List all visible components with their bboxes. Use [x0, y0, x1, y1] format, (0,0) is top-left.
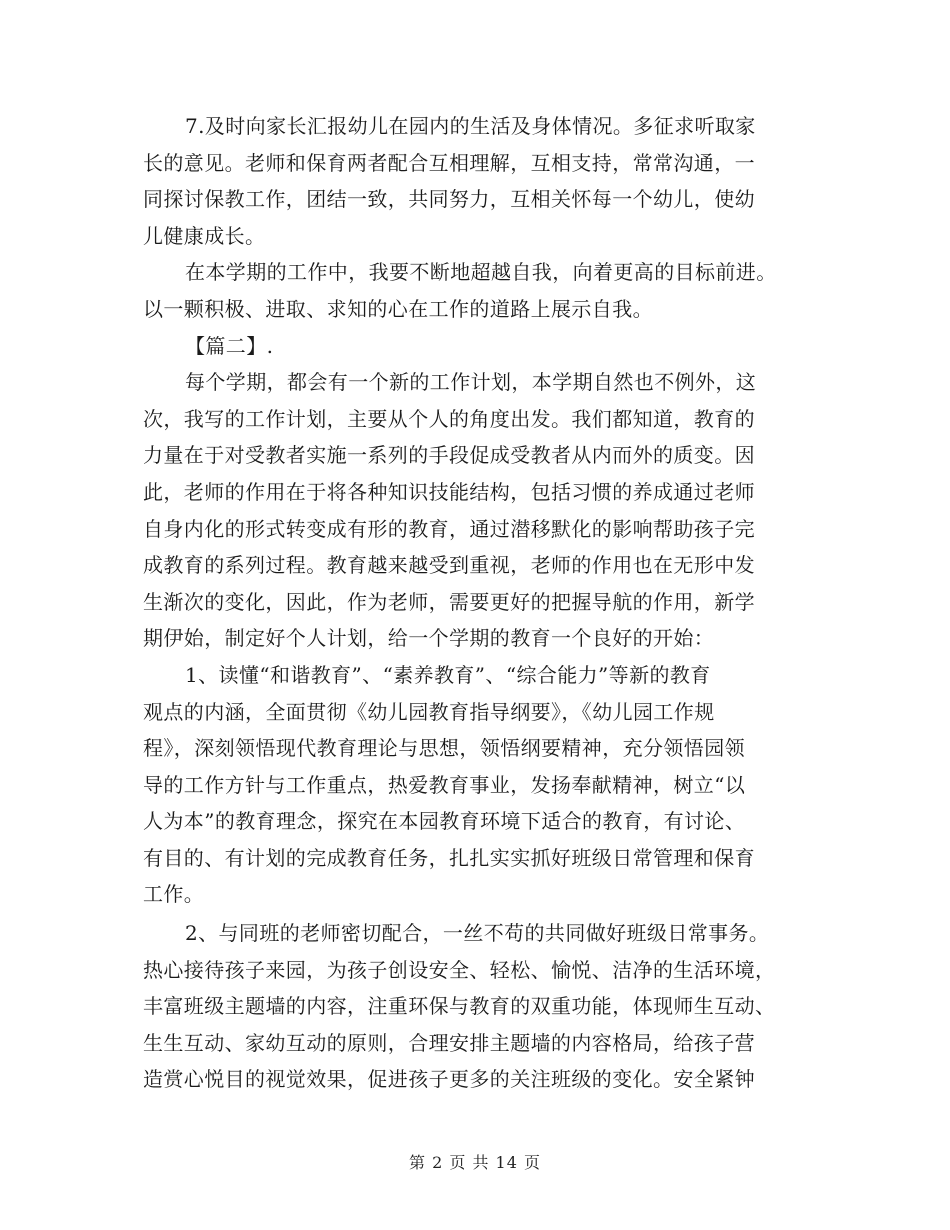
text-line: 生渐次的变化，因此，作为老师，需要更好的把握导航的作用，新学	[143, 589, 755, 614]
text-line: 工作。	[143, 882, 205, 907]
section-heading: 【篇二】.	[185, 333, 274, 358]
text-line: 观点的内涵，全面贯彻《幼儿园教育指导纲要》，《幼儿园工作规	[143, 699, 715, 724]
text-line: 自身内化的形式转变成有形的教育，通过潜移默化的影响帮助孩子完	[143, 516, 755, 541]
text-line: 造赏心悦目的视觉效果，促进孩子更多的关注班级的变化。安全紧钟	[143, 1067, 755, 1092]
text-line: 此，老师的作用在于将各种知识技能结构，包括习惯的养成通过老师	[143, 479, 755, 504]
text-line: 程》，深刻领悟现代教育理论与思想，领悟纲要精神，充分领悟园领	[143, 736, 745, 761]
page-footer: 第 2 页 共 14 页	[409, 1153, 541, 1172]
text-line: 成教育的系列过程。教育越来越受到重视，老师的作用也在无形中发	[143, 553, 755, 578]
text-line: 同探讨保教工作，团结一致，共同努力，互相关怀每一个幼儿，使幼	[143, 187, 755, 212]
text-line: 每个学期，都会有一个新的工作计划，本学期自然也不例外，这	[185, 370, 757, 395]
text-line: 1、读懂“和谐教育”、“素养教育”、“综合能力”等新的教育	[185, 662, 711, 687]
text-line: 力量在于对受教者实施一系列的手段促成受教者从内而外的质变。因	[143, 443, 755, 468]
text-line: 在本学期的工作中，我要不断地超越自我，向着更高的目标前进。	[185, 260, 777, 285]
text-line: 儿健康成长。	[143, 223, 266, 248]
text-line: 期伊始，制定好个人计划，给一个学期的教育一个良好的开始：	[143, 626, 715, 651]
text-line: 7.及时向家长汇报幼儿在园内的生活及身体情况。多征求听取家	[185, 114, 756, 138]
text-line: 丰富班级主题墙的内容，注重环保与教育的双重功能，体现师生互动、	[143, 994, 776, 1019]
text-line: 有目的、有计划的完成教育任务，扎扎实实抓好班级日常管理和保育	[143, 845, 755, 870]
text-line: 以一颗积极、进取、求知的心在工作的道路上展示自我。	[143, 296, 653, 321]
text-line: 热心接待孩子来园，为孩子创设安全、轻松、愉悦、洁净的生活环境，	[143, 957, 776, 982]
text-line: 2、与同班的老师密切配合，一丝不苟的共同做好班级日常事务。	[185, 921, 770, 946]
text-line: 次，我写的工作计划，主要从个人的角度出发。我们都知道，教育的	[143, 406, 755, 431]
text-line: 人为本”的教育理念，探究在本园教育环境下适合的教育，有讨论、	[143, 809, 746, 834]
text-line: 生生互动、家幼互动的原则，合理安排主题墙的内容格局，给孩子营	[143, 1030, 755, 1055]
document-body	[143, 108, 808, 1098]
text-line: 导的工作方针与工作重点，热爱教育事业，发扬奉献精神，树立“以	[143, 772, 746, 797]
text-line: 长的意见。老师和保育两者配合互相理解，互相支持，常常沟通，一	[143, 150, 755, 175]
